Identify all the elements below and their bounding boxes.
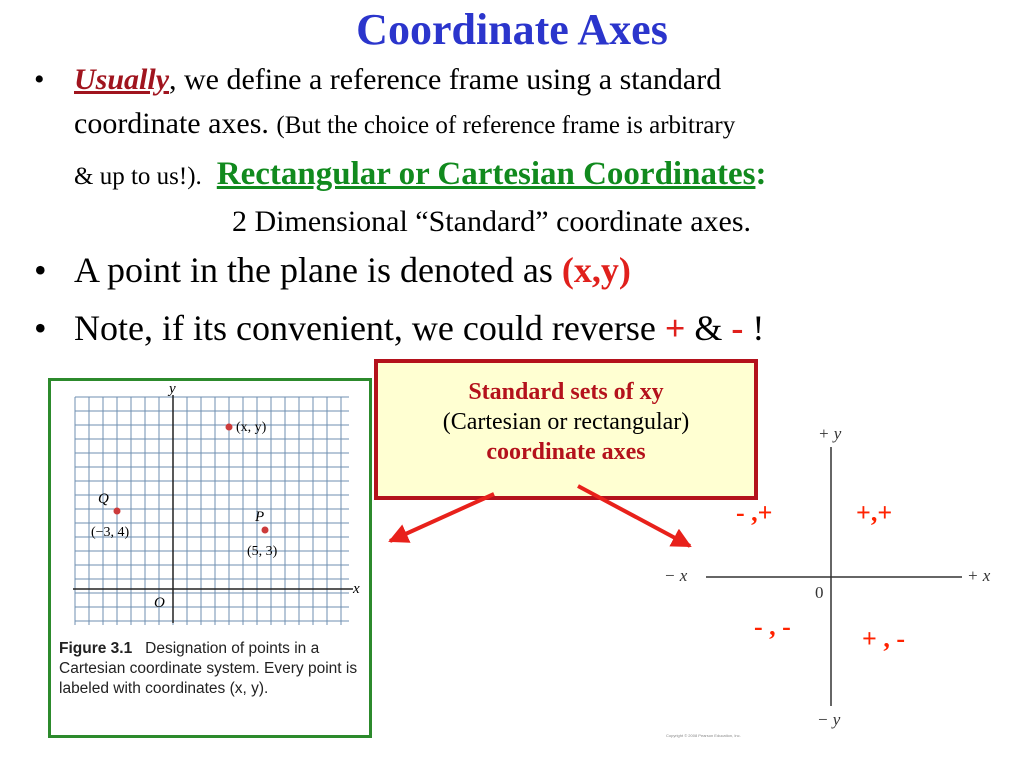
fig-y-label: y xyxy=(169,381,176,397)
bullet1-line4: 2 Dimensional “Standard” coordinate axes. xyxy=(232,205,751,238)
slide-title: Coordinate Axes xyxy=(356,5,668,54)
arrow-to-figure xyxy=(390,494,494,541)
fig-point-p-coords: (5, 3) xyxy=(247,544,278,559)
bullet1-line1-text: , we define a reference frame using a standard xyxy=(169,63,722,96)
fig-point-q-coords: (−3, 4) xyxy=(91,525,130,540)
xy-notation: (x,y) xyxy=(561,250,631,290)
minus-sign: - xyxy=(731,308,744,348)
quadrant-4-signs: + , - xyxy=(862,624,905,653)
arrow-to-axes xyxy=(578,486,690,546)
heading-colon: : xyxy=(755,156,767,192)
callout-line2: (Cartesian or rectangular) xyxy=(442,409,690,435)
fig-point-p-label: P xyxy=(255,509,265,525)
bullet2-text: A point in the plane is denoted as xyxy=(74,250,562,290)
usually-emphasis: Usually xyxy=(74,63,170,96)
ampersand: & xyxy=(685,308,732,348)
fig-point-q-label: Q xyxy=(98,491,109,507)
bullet-dot: • xyxy=(34,250,47,290)
axis-label-minus-y: − y xyxy=(817,710,841,729)
axis-label-plus-x: + x xyxy=(967,566,991,585)
fig-point-xy-label: (x, y) xyxy=(236,420,267,435)
copyright-note: Copyright © 2008 Pearson Education, Inc. xyxy=(666,733,741,738)
fig-x-label: x xyxy=(353,581,360,597)
bullet-dot: • xyxy=(34,308,47,348)
quadrant-3-signs: - , - xyxy=(754,612,791,641)
callout-line1: Standard sets of xy xyxy=(468,379,664,405)
bullet1-line3-note: & up to us!). xyxy=(74,163,202,190)
axis-label-minus-x: − x xyxy=(664,566,688,585)
axis-label-plus-y: + y xyxy=(818,424,842,443)
bullet1-line2-text: coordinate axes. xyxy=(74,107,269,140)
quadrant-2-signs: - ,+ xyxy=(736,498,773,527)
bullet-dot: • xyxy=(34,63,45,96)
figure-caption-text: Designation of points in a Cartesian coordinate system. Every point is labeled with coordinates (x, y). xyxy=(59,640,358,697)
fig-origin-label: O xyxy=(154,595,165,611)
exclamation: ! xyxy=(743,308,765,348)
bullet1-line2-note: (But the choice of reference frame is arbitrary xyxy=(276,112,736,139)
axis-label-origin: 0 xyxy=(815,583,824,602)
callout-line3: coordinate axes xyxy=(486,439,646,465)
quadrant-1-signs: +,+ xyxy=(856,498,893,527)
figure-label: Figure 3.1 xyxy=(59,640,133,657)
plus-sign: + xyxy=(664,308,686,348)
bullet3-text: Note, if its convenient, we could reverse xyxy=(74,308,665,348)
rectangular-coordinates-heading: Rectangular or Cartesian Coordinates xyxy=(216,156,756,192)
